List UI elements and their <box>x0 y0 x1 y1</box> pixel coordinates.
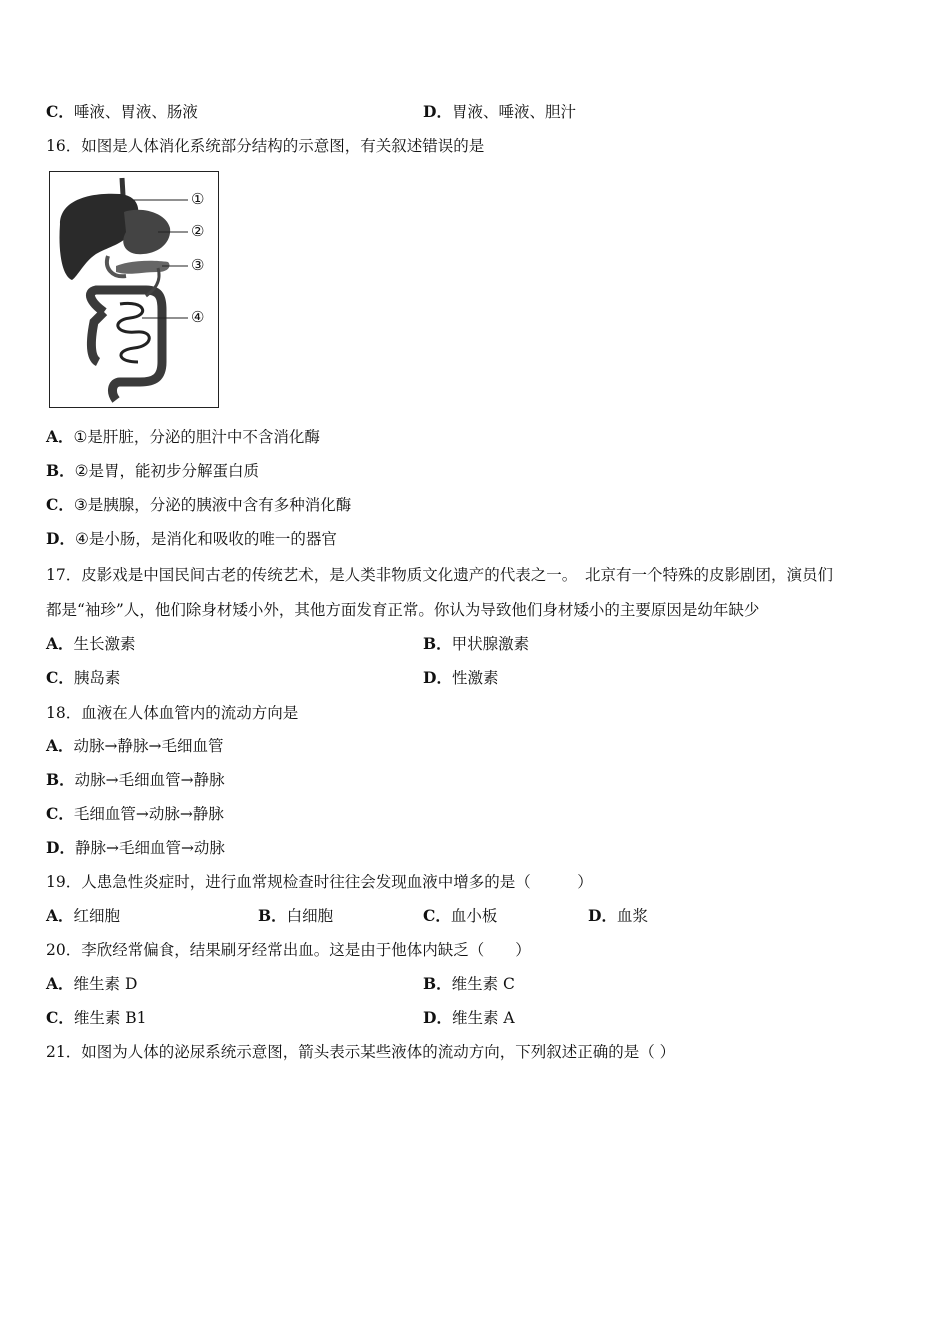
q19-stem: 19．人患急性炎症时，进行血常规检查时往往会发现血液中增多的是（ ） <box>46 873 593 891</box>
q15-option-d-letter: D． <box>423 102 452 121</box>
figure-label-1: ① <box>191 190 205 208</box>
q20-option-d-text: 维生素 A <box>451 1009 515 1027</box>
q21-stem: 21．如图为人体的泌尿系统示意图，箭头表示某些液体的流动方向，下列叙述正确的是（ ） <box>46 1043 676 1061</box>
figure-label-4: ④ <box>191 308 205 326</box>
q19-option-a-text: 红细胞 <box>73 907 121 925</box>
q18-option-a-letter: A． <box>46 736 74 755</box>
q15-option-d-text: 胃液、唾液、胆汁 <box>451 103 576 121</box>
small-intestine-shape <box>118 303 149 362</box>
digestive-system-figure <box>49 171 219 408</box>
q20-stem: 20．李欣经常偏食，结果刷牙经常出血。这是由于他体内缺乏（ ） <box>46 941 531 959</box>
figure-label-2: ② <box>191 222 205 240</box>
q18-option-a-text: 动脉→静脉→毛细血管 <box>73 737 224 755</box>
q17-option-b-text: 甲状腺激素 <box>451 635 530 653</box>
q19-option-c-letter: C． <box>423 906 451 925</box>
q19-option-d-text: 血浆 <box>616 907 648 925</box>
q20-option-b-text: 维生素 C <box>451 975 515 993</box>
large-intestine-shape <box>90 290 162 400</box>
q16-option-c-text: ③是胰腺，分泌的胰液中含有多种消化酶 <box>73 496 352 514</box>
q17-option-d-letter: D． <box>423 668 452 687</box>
q20-option-b-letter: B． <box>423 974 452 993</box>
q16-option-d-text: ④是小肠，是消化和吸收的唯一的器官 <box>74 530 337 548</box>
q16-option-c-letter: C． <box>46 495 74 514</box>
q18-option-b-letter: B． <box>46 770 75 789</box>
q16-option-a-text: ①是肝脏，分泌的胆汁中不含消化酶 <box>73 428 320 446</box>
q19-option-row <box>46 906 648 926</box>
q19-option-b-letter: B． <box>258 906 287 925</box>
q16-option-b <box>46 461 259 481</box>
q18-option-d-letter: D． <box>46 838 75 857</box>
q16-option-c <box>46 495 351 515</box>
q16-stem: 16．如图是人体消化系统部分结构的示意图，有关叙述错误的是 <box>46 137 485 155</box>
q17-option-row-2 <box>46 668 499 688</box>
q18-option-c <box>46 804 224 824</box>
q18-option-c-letter: C． <box>46 804 74 823</box>
q16-option-a-letter: A． <box>46 427 74 446</box>
q17-option-d-text: 性激素 <box>451 669 499 687</box>
q18-option-d <box>46 838 225 858</box>
q19-option-a-letter: A． <box>46 906 74 925</box>
q19-option-b-text: 白细胞 <box>286 907 334 925</box>
q18-option-b-text: 动脉→毛细血管→静脉 <box>74 771 225 789</box>
q18-option-c-text: 毛细血管→动脉→静脉 <box>73 805 224 823</box>
q19-option-c-text: 血小板 <box>450 907 498 925</box>
q18-stem: 18．血液在人体血管内的流动方向是 <box>46 704 299 722</box>
q16-option-b-letter: B． <box>46 461 75 480</box>
q20-option-a-text: 维生素 D <box>73 975 138 993</box>
q15-option-row <box>46 102 576 122</box>
q16-option-b-text: ②是胃，能初步分解蛋白质 <box>74 462 260 480</box>
q18-option-d-text: 静脉→毛细血管→动脉 <box>74 839 225 857</box>
q20-option-c-letter: C． <box>46 1008 74 1027</box>
q17-option-a-letter: A． <box>46 634 74 653</box>
q17-option-c-letter: C． <box>46 668 74 687</box>
q18-option-a <box>46 736 224 756</box>
q16-option-d-letter: D． <box>46 529 75 548</box>
pancreas-shape <box>116 261 170 274</box>
q16-option-d <box>46 529 337 549</box>
q20-option-a-letter: A． <box>46 974 74 993</box>
q15-option-c-text: 唾液、胃液、肠液 <box>73 103 198 121</box>
q20-option-d-letter: D． <box>423 1008 452 1027</box>
q19-option-d-letter: D． <box>588 906 617 925</box>
q15-option-c-letter: C． <box>46 102 74 121</box>
q17-stem-line2: 都是“袖珍”人，他们除身材矮小外，其他方面发育正常。你认为导致他们身材矮小的主要原因是幼年缺少 <box>46 601 760 619</box>
q17-option-b-letter: B． <box>423 634 452 653</box>
q20-option-c-text: 维生素 B1 <box>73 1009 147 1027</box>
q17-option-row-1 <box>46 634 530 654</box>
q20-option-row-1 <box>46 974 515 994</box>
figure-label-3: ③ <box>191 256 205 274</box>
q20-option-row-2 <box>46 1008 515 1028</box>
q16-option-a <box>46 427 320 447</box>
q17-stem-line1: 17．皮影戏是中国民间古老的传统艺术，是人类非物质文化遗产的代表之一。 北京有一个特殊的皮影剧团，演员们 <box>46 566 833 584</box>
q18-option-b <box>46 770 225 790</box>
q17-option-c-text: 胰岛素 <box>73 669 121 687</box>
q17-option-a-text: 生长激素 <box>73 635 136 653</box>
